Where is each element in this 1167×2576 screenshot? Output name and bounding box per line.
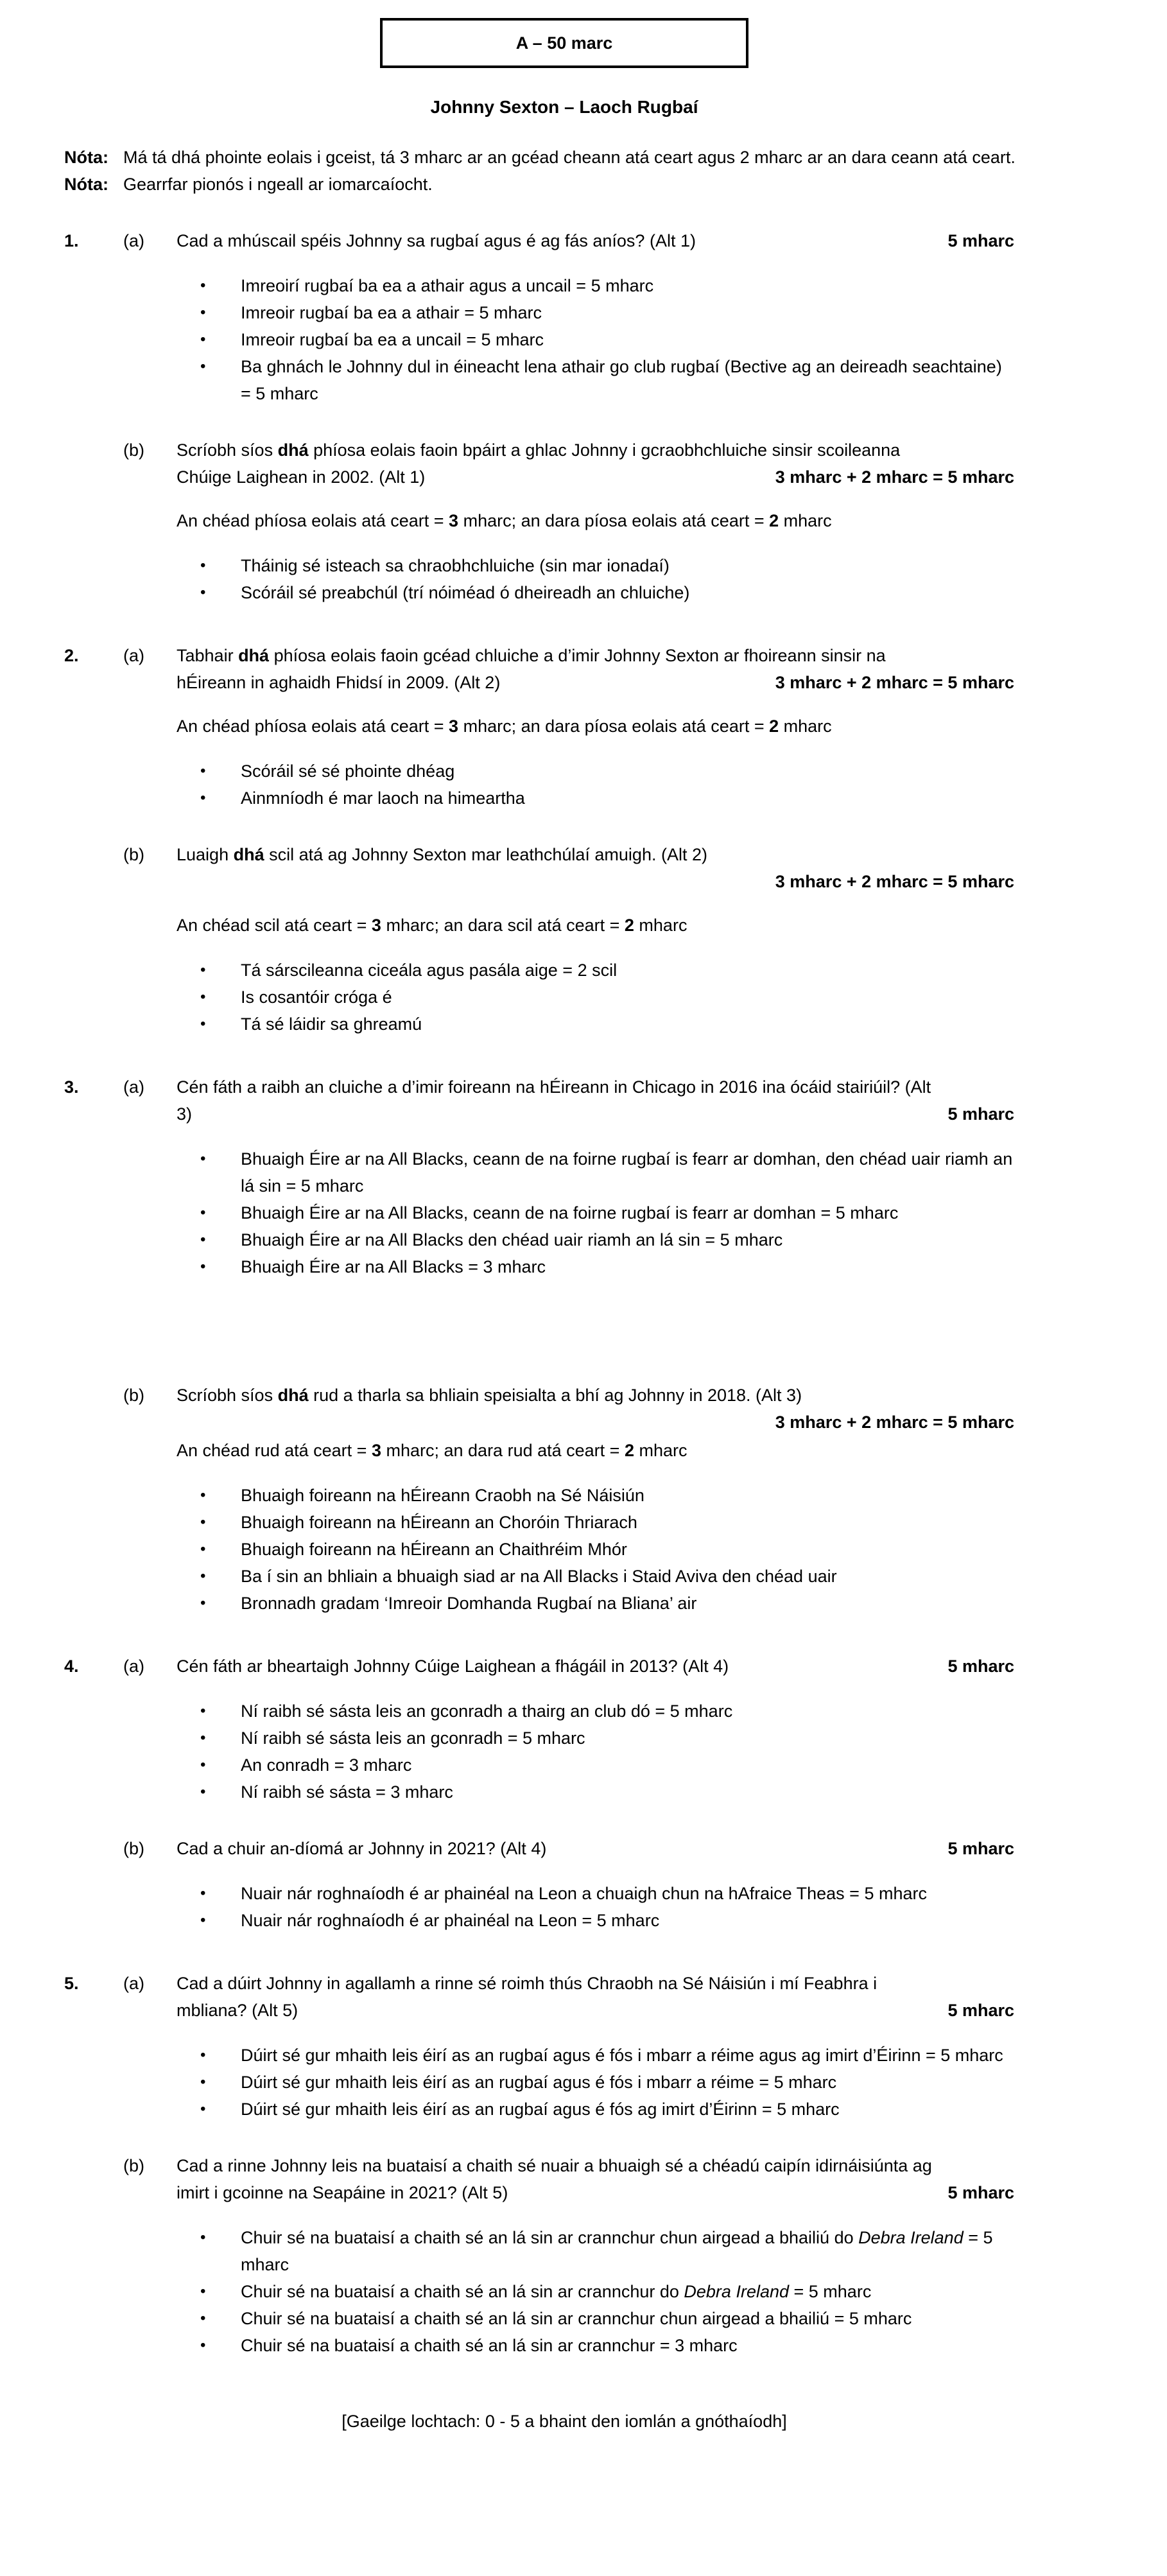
question-part bbox=[64, 1653, 1064, 1806]
bullet-marker: • bbox=[200, 988, 206, 1005]
question-number: 2. bbox=[64, 646, 79, 665]
part-letter: (b) bbox=[123, 440, 144, 460]
bullet-item bbox=[200, 299, 1064, 326]
bullet-marker: • bbox=[200, 557, 206, 574]
bullet-marker: • bbox=[200, 1911, 206, 1929]
bullet-text: Bhuaigh Éire ar na All Blacks den chéad uair riamh an lá sin = 5 mharc bbox=[241, 1230, 783, 1249]
question-text: Cén fáth a raibh an cluiche a d’imir foireann na hÉireann in Chicago in 2016 ina ócáid stairiúil? (Alt 3) bbox=[177, 1077, 931, 1124]
bullet-marker: • bbox=[200, 1756, 206, 1773]
bullet-item bbox=[200, 1563, 1064, 1590]
bullet-marker: • bbox=[200, 1783, 206, 1800]
bullet-list bbox=[200, 758, 1064, 812]
part-body bbox=[177, 1970, 1064, 2024]
note-line bbox=[64, 144, 1064, 171]
bullet-item bbox=[200, 758, 1064, 785]
bullet-list bbox=[200, 1145, 1064, 1280]
bullet-text: Bhuaigh foireann na hÉireann an Choróin Thriarach bbox=[241, 1513, 637, 1532]
bullet-marker: • bbox=[200, 2046, 206, 2064]
bullet-text: Scóráil sé sé phointe dhéag bbox=[241, 761, 455, 781]
question-part bbox=[64, 1074, 1064, 1280]
question-part bbox=[64, 1835, 1064, 1934]
part-letter: (b) bbox=[123, 1839, 144, 1858]
part-body bbox=[177, 1835, 1064, 1862]
bullet-item bbox=[200, 1482, 1064, 1509]
bullet-item bbox=[200, 1145, 1064, 1199]
bullet-item bbox=[200, 552, 1064, 579]
bullet-marker: • bbox=[200, 1702, 206, 1719]
question-part bbox=[64, 2152, 1064, 2359]
bullet-marker: • bbox=[200, 1729, 206, 1746]
bullet-marker: • bbox=[200, 1567, 206, 1585]
question-part bbox=[64, 1382, 1064, 1617]
marks-label: 5 mharc bbox=[947, 1104, 1014, 1124]
bullet-marker: • bbox=[200, 1015, 206, 1032]
bullet-item bbox=[200, 1907, 1064, 1934]
question-part bbox=[64, 227, 1064, 407]
bullet-text: Dúirt sé gur mhaith leis éirí as an rugbaí agus é fós ag imirt d’Éirinn = 5 mharc bbox=[241, 2100, 840, 2119]
note-line bbox=[64, 171, 1064, 198]
bullet-text: Chuir sé na buataisí a chaith sé an lá sin ar crannchur chun airgead a bhailiú do Debra Ireland = 5 mharc bbox=[241, 2228, 993, 2274]
bullet-item bbox=[200, 1253, 1064, 1280]
note-text: Gearrfar pionós i ngeall ar iomarcaíocht. bbox=[123, 175, 433, 194]
marking-scheme-line: An chéad phíosa eolais atá ceart = 3 mharc; an dara píosa eolais atá ceart = 2 mharc bbox=[177, 511, 832, 530]
bullet-marker: • bbox=[200, 1150, 206, 1167]
part-head bbox=[64, 1382, 1064, 1436]
part-head bbox=[64, 227, 1064, 254]
bullet-text: Scóráil sé preabchúl (trí nóiméad ó dheireadh an chluiche) bbox=[241, 583, 690, 602]
part-head bbox=[64, 1074, 1064, 1127]
question-part bbox=[64, 841, 1064, 1038]
bullet-list bbox=[200, 1880, 1064, 1934]
bullet-item bbox=[200, 2096, 1064, 2123]
bullet-item bbox=[200, 2069, 1064, 2096]
marks-label: 3 mharc + 2 mharc = 5 mharc bbox=[775, 673, 1014, 692]
question-text: Scríobh síos dhá phíosa eolais faoin bpáirt a ghlac Johnny i gcraobhchluiche sinsir scoileanna Chúige Laighean in 2002. (Alt 1) bbox=[177, 440, 901, 487]
bullet-text: Chuir sé na buataisí a chaith sé an lá sin ar crannchur do Debra Ireland = 5 mharc bbox=[241, 2282, 872, 2301]
bullet-item bbox=[200, 326, 1064, 353]
bullet-item bbox=[200, 1725, 1064, 1752]
part-letter: (b) bbox=[123, 845, 144, 864]
question-block bbox=[64, 642, 1064, 1038]
bullet-text: Imreoir rugbaí ba ea a uncail = 5 mharc bbox=[241, 330, 544, 349]
question-text: Cén fáth ar bheartaigh Johnny Cúige Laighean a fhágáil in 2013? (Alt 4) bbox=[177, 1657, 729, 1676]
bullet-text: Chuir sé na buataisí a chaith sé an lá sin ar crannchur = 3 mharc bbox=[241, 2336, 738, 2355]
bullet-marker: • bbox=[200, 2337, 206, 2354]
part-body bbox=[177, 227, 1064, 254]
bullet-marker: • bbox=[200, 1513, 206, 1531]
bullet-text: Bhuaigh foireann na hÉireann an Chaithréim Mhór bbox=[241, 1540, 627, 1559]
bullet-text: Bhuaigh Éire ar na All Blacks = 3 mharc bbox=[241, 1257, 546, 1276]
marks-label: 5 mharc bbox=[947, 231, 1014, 250]
part-letter: (a) bbox=[123, 1974, 144, 1993]
bullet-list bbox=[200, 1482, 1064, 1617]
marks-label: 5 mharc bbox=[947, 2183, 1014, 2202]
marks-label: 3 mharc + 2 mharc = 5 mharc bbox=[775, 1413, 1014, 1432]
note-label: Nóta: bbox=[64, 175, 108, 194]
question-block bbox=[64, 227, 1064, 606]
bullet-text: Imreoir rugbaí ba ea a athair = 5 mharc bbox=[241, 303, 542, 322]
part-body bbox=[177, 2152, 1064, 2206]
question-part bbox=[64, 437, 1064, 606]
part-head bbox=[64, 642, 1064, 696]
bullet-text: Imreoirí rugbaí ba ea a athair agus a uncail = 5 mharc bbox=[241, 276, 654, 295]
part-letter: (a) bbox=[123, 1657, 144, 1676]
bullet-marker: • bbox=[200, 2073, 206, 2091]
bullet-list bbox=[200, 2042, 1064, 2123]
bullet-list bbox=[200, 2224, 1064, 2359]
bullet-item bbox=[200, 579, 1064, 606]
bullet-list bbox=[200, 957, 1064, 1038]
bullet-item bbox=[200, 984, 1064, 1011]
part-letter: (a) bbox=[123, 231, 144, 250]
bullet-text: Ní raibh sé sásta = 3 mharc bbox=[241, 1782, 453, 1802]
bullet-marker: • bbox=[200, 1594, 206, 1612]
part-body bbox=[177, 1074, 1064, 1127]
marks-label: 5 mharc bbox=[947, 1657, 1014, 1676]
bullet-marker: • bbox=[200, 1258, 206, 1275]
bullet-item bbox=[200, 2224, 1064, 2278]
bullet-text: Nuair nár roghnaíodh é ar phainéal na Leon a chuaigh chun na hAfraice Theas = 5 mharc bbox=[241, 1884, 927, 1903]
bullet-text: Ainmníodh é mar laoch na himeartha bbox=[241, 788, 525, 808]
bullet-text: Tháinig sé isteach sa chraobhchluiche (sin mar ionadaí) bbox=[241, 556, 670, 575]
bullet-text: Dúirt sé gur mhaith leis éirí as an rugbaí agus é fós i mbarr a réime = 5 mharc bbox=[241, 2073, 837, 2092]
part-body bbox=[177, 841, 1064, 895]
bullet-text: Dúirt sé gur mhaith leis éirí as an rugbaí agus é fós i mbarr a réime agus ag imirt d’Éirinn = 5 mharc bbox=[241, 2046, 1003, 2065]
questions bbox=[64, 227, 1064, 2359]
bullet-list bbox=[200, 552, 1064, 606]
question-number: 4. bbox=[64, 1657, 79, 1676]
question-text: Cad a dúirt Johnny in agallamh a rinne sé roimh thús Chraobh na Sé Náisiún i mí Feabhra i mbliana? (Alt 5) bbox=[177, 1974, 877, 2020]
bullet-text: Ní raibh sé sásta leis an gconradh a thairg an club dó = 5 mharc bbox=[241, 1701, 733, 1721]
marking-scheme-line: An chéad phíosa eolais atá ceart = 3 mharc; an dara píosa eolais atá ceart = 2 mharc bbox=[177, 717, 832, 736]
bullet-item bbox=[200, 1011, 1064, 1038]
bullet-item bbox=[200, 1752, 1064, 1779]
bullet-marker: • bbox=[200, 1231, 206, 1248]
bullet-item bbox=[200, 1590, 1064, 1617]
question-part bbox=[64, 642, 1064, 812]
bullet-marker: • bbox=[200, 789, 206, 806]
marks-label: 3 mharc + 2 mharc = 5 mharc bbox=[775, 467, 1014, 487]
bullet-item bbox=[200, 1536, 1064, 1563]
bullet-item bbox=[200, 1199, 1064, 1226]
bullet-list bbox=[200, 272, 1064, 407]
bullet-text: Tá sé láidir sa ghreamú bbox=[241, 1014, 422, 1034]
page-title: Johnny Sexton – Laoch Rugbaí bbox=[430, 97, 698, 117]
bullet-marker: • bbox=[200, 1540, 206, 1558]
marks-label: 5 mharc bbox=[947, 1839, 1014, 1858]
bullet-item bbox=[200, 2332, 1064, 2359]
question-text: Tabhair dhá phíosa eolais faoin gcéad chluiche a d’imir Johnny Sexton ar fhoireann sinsir na hÉireann in aghaidh Fhidsí in 2009. (Alt 2) bbox=[177, 646, 886, 692]
part-head bbox=[64, 2152, 1064, 2206]
bullet-text: Bhuaigh Éire ar na All Blacks, ceann de na foirne rugbaí is fearr ar domhan = 5 mharc bbox=[241, 1203, 899, 1223]
question-text: Cad a chuir an-díomá ar Johnny in 2021? (Alt 4) bbox=[177, 1839, 547, 1858]
bullet-item bbox=[200, 785, 1064, 812]
bullet-marker: • bbox=[200, 584, 206, 601]
bullet-item bbox=[200, 353, 1064, 407]
bullet-marker: • bbox=[200, 1486, 206, 1504]
bullet-marker: • bbox=[200, 2283, 206, 2300]
bullet-text: Bhuaigh foireann na hÉireann Craobh na Sé Náisiún bbox=[241, 1486, 644, 1505]
part-body bbox=[177, 437, 1064, 491]
question-number: 5. bbox=[64, 1974, 79, 1993]
bullet-item bbox=[200, 1698, 1064, 1725]
question-text: Cad a mhúscail spéis Johnny sa rugbaí agus é ag fás aníos? (Alt 1) bbox=[177, 231, 696, 250]
marking-scheme-line: An chéad rud atá ceart = 3 mharc; an dara rud atá ceart = 2 mharc bbox=[177, 1441, 687, 1460]
bullet-marker: • bbox=[200, 762, 206, 779]
part-body bbox=[177, 1653, 1064, 1680]
part-head bbox=[64, 437, 1064, 491]
bullet-item bbox=[200, 957, 1064, 984]
marks-label: 3 mharc + 2 mharc = 5 mharc bbox=[775, 872, 1014, 891]
bullet-item bbox=[200, 1779, 1064, 1806]
bullet-item bbox=[200, 1226, 1064, 1253]
part-letter: (b) bbox=[123, 2156, 144, 2175]
question-block bbox=[64, 1970, 1064, 2359]
bullet-item bbox=[200, 2042, 1064, 2069]
bullet-item bbox=[200, 1509, 1064, 1536]
question-text: Luaigh dhá scil atá ag Johnny Sexton mar leathchúlaí amuigh. (Alt 2) bbox=[177, 845, 707, 864]
bullet-marker: • bbox=[200, 358, 206, 375]
bullet-marker: • bbox=[200, 2310, 206, 2327]
note-text: Má tá dhá phointe eolais i gceist, tá 3 mharc ar an gcéad cheann atá ceart agus 2 mharc ar an dara ceann atá ceart. bbox=[123, 148, 1016, 167]
marking-scheme-line: An chéad scil atá ceart = 3 mharc; an dara scil atá ceart = 2 mharc bbox=[177, 916, 687, 935]
question-text: Cad a rinne Johnny leis na buataisí a chaith sé nuair a bhuaigh sé a chéadú caipín idirnáisiúnta ag imirt i gcoinne na Seapáine in 2021? (Alt 5) bbox=[177, 2156, 932, 2202]
bullet-text: Ní raibh sé sásta leis an gconradh = 5 mharc bbox=[241, 1728, 585, 1748]
bullet-marker: • bbox=[200, 2229, 206, 2246]
question-text: Scríobh síos dhá rud a tharla sa bhliain speisialta a bhí ag Johnny in 2018. (Alt 3) bbox=[177, 1386, 802, 1405]
footer-note: [Gaeilge lochtach: 0 - 5 a bhaint den iomlán a gnóthaíodh] bbox=[341, 2412, 787, 2431]
bullet-list bbox=[200, 1698, 1064, 1806]
section-marks-label: A – 50 marc bbox=[515, 33, 613, 53]
section-marks-box bbox=[380, 18, 748, 68]
part-head bbox=[64, 1653, 1064, 1680]
bullet-marker: • bbox=[200, 277, 206, 294]
question-number: 1. bbox=[64, 231, 79, 250]
notes bbox=[64, 144, 1064, 198]
question-block bbox=[64, 1653, 1064, 1934]
bullet-item bbox=[200, 2278, 1064, 2305]
bullet-marker: • bbox=[200, 304, 206, 321]
question-block bbox=[64, 1074, 1064, 1617]
bullet-text: Chuir sé na buataisí a chaith sé an lá sin ar crannchur chun airgead a bhailiú = 5 mharc bbox=[241, 2309, 912, 2328]
bullet-text: Bhuaigh Éire ar na All Blacks, ceann de na foirne rugbaí is fearr ar domhan, den chéad uair riamh an lá sin = 5 mharc bbox=[241, 1149, 1013, 1196]
question-number: 3. bbox=[64, 1077, 79, 1097]
bullet-item bbox=[200, 1880, 1064, 1907]
part-head bbox=[64, 1835, 1064, 1862]
bullet-text: Bronnadh gradam ‘Imreoir Domhanda Rugbaí na Bliana’ air bbox=[241, 1594, 697, 1613]
bullet-marker: • bbox=[200, 961, 206, 979]
part-head bbox=[64, 841, 1064, 895]
part-letter: (b) bbox=[123, 1386, 144, 1405]
part-letter: (a) bbox=[123, 646, 144, 665]
bullet-marker: • bbox=[200, 2100, 206, 2118]
bullet-text: Tá sárscileanna ciceála agus pasála aige = 2 scil bbox=[241, 961, 618, 980]
marks-label: 5 mharc bbox=[947, 2001, 1014, 2020]
part-body bbox=[177, 1382, 1064, 1436]
bullet-marker: • bbox=[200, 1884, 206, 1902]
bullet-text: Ba í sin an bhliain a bhuaigh siad ar na All Blacks i Staid Aviva den chéad uair bbox=[241, 1567, 837, 1586]
part-letter: (a) bbox=[123, 1077, 144, 1097]
part-head bbox=[64, 1970, 1064, 2024]
bullet-text: An conradh = 3 mharc bbox=[241, 1755, 412, 1775]
bullet-marker: • bbox=[200, 331, 206, 348]
bullet-item bbox=[200, 2305, 1064, 2332]
question-part bbox=[64, 1970, 1064, 2123]
bullet-text: Is cosantóir cróga é bbox=[241, 988, 392, 1007]
bullet-text: Ba ghnách le Johnny dul in éineacht lena athair go club rugbaí (Bective ag an deireadh seachtaine) = 5 mharc bbox=[241, 357, 1002, 403]
note-label: Nóta: bbox=[64, 148, 108, 167]
bullet-text: Nuair nár roghnaíodh é ar phainéal na Leon = 5 mharc bbox=[241, 1911, 660, 1930]
bullet-item bbox=[200, 272, 1064, 299]
bullet-marker: • bbox=[200, 1204, 206, 1221]
part-body bbox=[177, 642, 1064, 696]
